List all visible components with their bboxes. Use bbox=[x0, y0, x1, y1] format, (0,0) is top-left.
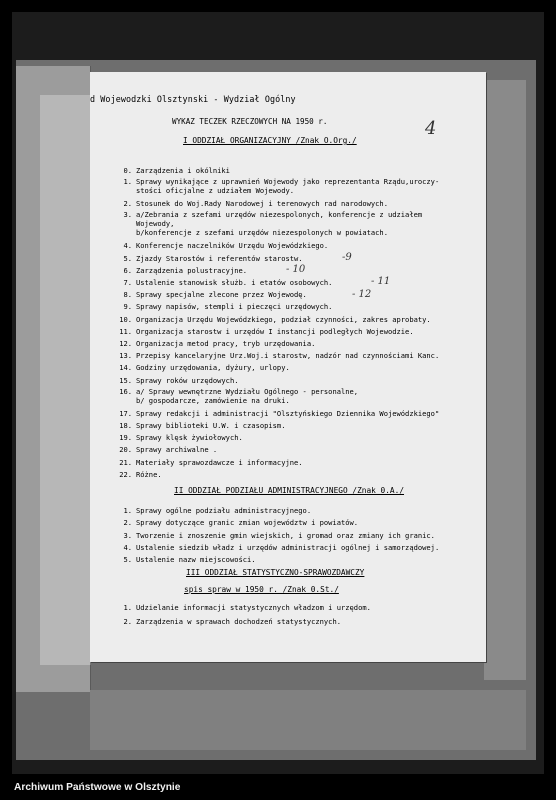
list-item: 21. Materiały sprawozdawcze i informacyjne. bbox=[119, 457, 303, 467]
list-item: 22. Różne. bbox=[119, 469, 162, 479]
back-sheet-inner bbox=[40, 95, 91, 665]
list-item: 5. Zjazdy Starostów i referentów starostw. bbox=[123, 253, 303, 263]
list-item: 12. Organizacja metod pracy, tryb urzędowania. bbox=[119, 339, 316, 349]
margin-note: - 10 bbox=[286, 264, 306, 275]
list-item: 1. Sprawy wynikające z uprawnień Wojewody jako reprezentanta Rządu,uroczy- stości oficjalne z udziałem Wojewody. bbox=[123, 177, 440, 196]
list-item: 11. Organizacja starostw i urzędów I instancji podległych Wojewodzie. bbox=[119, 326, 414, 336]
list-item: 17. Sprawy redakcji i administracji "Olsztyńskiego Dziennika Wojewódzkiego" bbox=[119, 408, 440, 418]
list-item: 19. Sprawy klęsk żywiołowych. bbox=[119, 433, 243, 443]
margin-note: -9 bbox=[342, 252, 352, 263]
list-item: 4. Ustalenie siedzib władz i urzędów administracji ogólnej i samorządowej. bbox=[123, 542, 440, 552]
section-3-list bbox=[112, 601, 371, 629]
list-item: 7. Ustalenie stanowisk służb. i etatów osobowych. bbox=[123, 278, 333, 288]
page-number-handwritten: 4 bbox=[425, 118, 437, 139]
archive-footer-label: Archiwum Państwowe w Olsztynie bbox=[14, 782, 181, 793]
bottom-band bbox=[90, 690, 526, 750]
list-item: 13. Przepisy kancelaryjne Urz.Woj.i starostw, nadzór nad czynnościami Kanc. bbox=[119, 351, 440, 361]
section-2-list bbox=[112, 505, 439, 566]
right-sheet bbox=[484, 80, 526, 680]
list-item: 16. a/ Sprawy wewnętrzne Wydziału Ogólnego - personalne, b/ gospodarcze, zamówienie na druki. bbox=[119, 386, 359, 405]
list-item: 2. Zarządzenia w sprawach dochodzeń statystycznych. bbox=[123, 617, 341, 626]
document-title: WYKAZ TECZEK RZECZOWYCH NA 1950 r. bbox=[172, 117, 328, 126]
list-item: 5. Ustalenie nazw miejscowości. bbox=[123, 555, 256, 565]
document-header: d Wojewodzki Olsztynski - Wydział Ogólny bbox=[90, 94, 296, 104]
section-2-heading: II ODDZIAŁ PODZIAŁU ADMINISTRACYJNEGO /Znak 0.A./ bbox=[174, 486, 405, 495]
list-item: 8. Sprawy specjalne zlecone przez Wojewodę. bbox=[123, 290, 307, 300]
list-item: 1. Udzielanie informacji statystycznych władzom i urzędom. bbox=[123, 603, 371, 612]
list-item: 2. Sprawy dotyczące granic zmian województw i powiatów. bbox=[123, 518, 359, 528]
list-item: 4. Konferencje naczelników Urzędu Wojewódzkiego. bbox=[123, 241, 329, 251]
list-item: 3. a/Zebrania z szefami urzędów niezespolonych, konferencje z udziałem Wojewody, b/konferencje z szefami urzędów niezespolonych w powiatach. bbox=[123, 210, 423, 238]
list-item: 1. Sprawy ogólne podziału administracyjnego. bbox=[123, 506, 312, 515]
list-item: 6. Zarządzenia polustracyjne. bbox=[123, 265, 248, 275]
section-3-heading: III ODDZIAŁ STATYSTYCZNO-SPRAWOZDAWCZY bbox=[186, 568, 365, 577]
list-item: 2. Stosunek do Woj.Rady Narodowej i terenowych rad narodowych. bbox=[123, 199, 388, 209]
list-item: 10. Organizacja Urzędu Wojewódzkiego, podział czynności, zakres aprobaty. bbox=[119, 314, 431, 324]
list-item: 0. Zarządzenia i okólniki bbox=[123, 166, 230, 175]
margin-note: - 12 bbox=[352, 289, 372, 300]
section-1-list bbox=[112, 165, 484, 481]
list-item: 20. Sprawy archiwalne . bbox=[119, 445, 218, 455]
list-item: 15. Sprawy roków urzędowych. bbox=[119, 375, 239, 385]
list-item: 9. Sprawy napisów, stempli i pieczęci urzędowych. bbox=[123, 302, 333, 312]
list-item: 14. Godziny urzędowania, dyżury, urlopy. bbox=[119, 363, 290, 373]
list-item: 3. Tworzenie i znoszenie gmin wiejskich, i gromad oraz zmiany ich granic. bbox=[123, 530, 435, 540]
margin-note: - 11 bbox=[371, 276, 391, 287]
section-3-subheading: spis spraw w 1950 r. /Znak 0.St./ bbox=[184, 585, 339, 594]
list-item: 18. Sprawy biblioteki U.W. i czasopism. bbox=[119, 421, 286, 431]
section-1-heading: I ODDZIAŁ ORGANIZACYJNY /Znak O.Org./ bbox=[183, 136, 357, 145]
